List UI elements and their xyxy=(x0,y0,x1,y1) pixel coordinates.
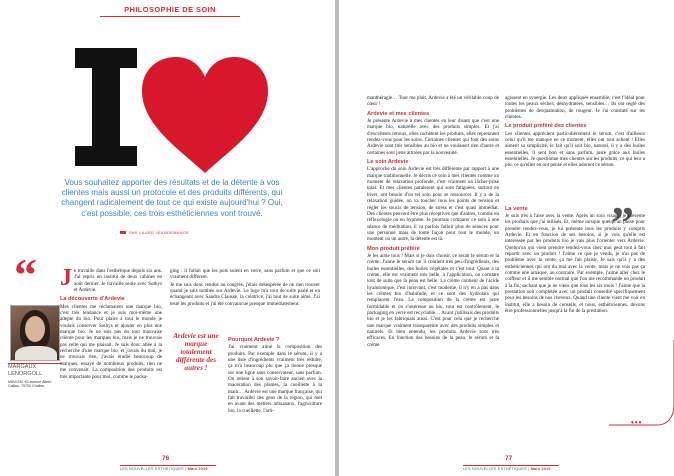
r-col1-paragraph-1: Je présente Ardevie à mes clientes en leur disant que c'est une marque bio, naturelle avec des produits simples. Et j'ai d'excellents retours, elles rachètent les produits, elles reprennent rendez-vous pour les soins. Certaines clientes qui font des soins Ardevie sont très sensibles au bio et ne voulaient rien d'autre et certaines sont juste attirées par la nouveauté. xyxy=(367,118,499,156)
col1-paragraph-1: e travaille dans l'esthétique depuis six ans. J'ai repris un institut de deux cabines en août dernier. Je travaille seule avec Sothys et Ardevie. xyxy=(74,268,162,294)
right-column-2-top xyxy=(505,95,645,201)
right-column-2-bottom xyxy=(505,213,645,418)
col1-heading-1: La découverte d'Ardevie xyxy=(60,296,125,303)
letter-i-graphic xyxy=(75,48,137,166)
interviewee-name: MARGAUX LENORGOLL xyxy=(8,363,62,377)
col1-paragraph-2: Mes clientes me réclamaient une marque bio, c'est très tendance et je suis moi-même une adepte du bio. Pour plaire à tout le monde je voulais conserver Sothys et ajouter en plus une marque bio. Je ne suis pas du tout mauvaise cliente pour les marques bio, mais je ne trouvais pas celle qui me plaisait. Je suis donc allée à la recherche d'une marque bio, et j'avais du mal, je ne trouvais rien, j'avais étudié beaucoup de marques, essayé de nombreux produits, rien ne me convenait. La composition des produits est très importante pour moi, comme le packa- xyxy=(60,303,162,380)
byline: PAR LAURE JEANDEMANGE xyxy=(120,230,189,235)
interviewee-address: MAVLEN, 63 avenue Albert Caillou, 75700 Challes. xyxy=(8,380,52,389)
footer-date: Mars 2019 xyxy=(530,467,551,471)
portrait-photo xyxy=(10,305,60,361)
right-page xyxy=(339,0,674,476)
left-column-2-top xyxy=(170,268,320,332)
footer-right: LES NOUVELLES ESTHÉTIQUES | Mars 2019 xyxy=(463,467,551,471)
r-col2-paragraph-2: Je suis très à l'aise avec la vente. Après un soin visage, je présente les produits que j'ai utilisés. Et, même lorsque quelqu'un passe pour prendre rendez-vous, je lui présente tous les produits y compris Ardevie. Et en fonction de ses besoins, si je vois qu'elle est intéressée par les produits bio je vais plus l'orienter vers Ardevie. Quelqu'un qui vient prendre rendez-vous chez moi peut tout à fait repartir avec un produit ! J'aime ce que je vends, je n'ai pas de problème avec la vente, ça me fait plaisir. Je sais qu'il y a des esthéticiennes qui ont du mal avec la vente, mais je ne vois pas ça comme une arnaque, au contraire. Par exemple, j'aime aller chez le coiffeur et il me semble normal que l'on me recommande un produit à la fin, sachant que je ne viens que tous les six mois ! J'aime que la prestation soit complétée avec un produit conseillé spécifiquement pour les besoins de nos cheveux. Quand une cliente vient me voir en institut, elle a besoin de conseils, et nous, esthéticiennes, devons être professionnelles jusqu'à la fin de la prestation. xyxy=(505,213,645,315)
open-quote-icon: “ xyxy=(14,249,37,300)
footer-left: LES NOUVELLES ESTHÉTIQUES | Mars 2019 xyxy=(120,467,208,471)
r-col2-heading-1: Le produit préféré des clientes xyxy=(505,123,587,130)
r-col1-heading-1: Ardevie et mes clientes xyxy=(367,110,430,117)
r-col1-heading-2: Le soin Ardevie xyxy=(367,159,409,166)
page-number-left: 76 xyxy=(162,455,170,462)
col2-paragraph-2: Je me suis donc rendue au congrès, j'étais désespérée de ne rien trouver quand je suis tombée sur Ardevie. Le logo m'a tout de suite parlé et en échangeant avec Sandra Clausse, la créatrice, j'ai tout de suite aimé. J'ai testé les produits et j'ai été convaincue presque immédiatement. xyxy=(170,281,320,307)
r-col1-paragraph-3: Je les aime tous ! Mais si je dois choisir, ce serait le sérum et la crème. J'aime le sérum car il contient très peu d'ingrédients, des huiles essentielles, des huiles végétales et c'est tout. Quant à la crème, elle est vraiment très belle, à l'application, on constate tout de suite que la peau est belle. La crème contient de l'acide hyaluronique, c'est innovant, c'est moderne, il n'y en a pas dans les crèmes bio d'habitude, et ce sont des hydrolats qui remplacent l'eau. La composition de la crème est juste formidable et on s'intéresse au bio, tout est contrôlement, le packaging en verre est recyclable… Avant j'utilisais des produits bio et je les fabriquais aussi. C'est pour cela que je recherche une marque vraiment transparente avec des produits simples et naturels. Et bien entendu, les produits Ardevie sont très efficaces. En fonction des besoins de la peau, le sérum et la crème xyxy=(367,252,499,348)
right-column-1 xyxy=(367,95,499,440)
intro-text: Vous souhaitez apporter des résultats et de la détente à vos clientes mais aussi un protocole et des produits différents, qui changent radicalement de tout ce qui existe aujourd'hui ? Oui, c'est possible, ces trois esthéticiennes vont trouvé. xyxy=(61,178,283,218)
section-rule xyxy=(100,16,240,17)
left-column-2-bottom xyxy=(228,334,322,446)
footer-date: Mars 2019 xyxy=(187,467,208,471)
footer-publication: LES NOUVELLES ESTHÉTIQUES xyxy=(463,467,527,471)
footer-rule-right xyxy=(463,465,559,466)
r-col1-paragraph-0: manthéragie… Tout me plait, Ardevie a été un véritable coup de cœur ! xyxy=(367,95,499,108)
drop-cap: J xyxy=(60,265,72,291)
col2-heading-1: Pourquoi Ardevie ? xyxy=(228,337,280,343)
r-col2-heading-2: La vente xyxy=(505,206,528,212)
end-marker: ••• xyxy=(631,418,643,427)
r-col2-paragraph-1: Les clientes apprécient particulièrement le sérum, c'est d'ailleurs celui qu'il me manque en ce moment, elles ont tout acheté ! Elles aiment sa simplicité, le fait qu'il soit bio, naturel, il y a des huiles essentielles, il sent bon et sans parfum, juste grâce aux huiles essentielles. Je questionne mes clientes sur les produits, ce qui leur a plu, ce qu'elles en ont pensé et elles adorent ce sérum. xyxy=(505,130,645,169)
col2-paragraph-1: ging : il fallait que les pots soient en verre, sans parfum et que ce soit vraiment différent. xyxy=(170,268,320,281)
close-quote-icon: ” xyxy=(611,197,634,248)
r-col2-paragraph-0: agissent en synergie. Les deux appliqués ensemble, c'est l'idéal pour toutes les peaux sèches, déshydratées, sensibles… Ils ont réglé des problèmes de desquamation, de rougeur. Je l'ai constaté sur les clientes. xyxy=(505,95,645,121)
page-number-right: 77 xyxy=(505,455,513,462)
left-page xyxy=(0,0,335,476)
footer-publication: LES NOUVELLES ESTHÉTIQUES xyxy=(120,467,184,471)
footer-rule-left xyxy=(120,465,216,466)
pull-quote: Ardevie est une marque totalement différente des autres ! xyxy=(173,332,219,372)
r-col1-paragraph-2: L'approche du soin Ardevie est très différente par rapport à une marque traditionnelle. Je décris ce soin à mes clientes comme un moment de relaxation profonde, c'est vraiment un lâcher-prise total. Et mes clientes paraissent qui sont fatiguées, surtout en hiver, ont besoin d'un tel soin pour se ressourcer. Il y a de la relaxation guidée, on va toucher tous les points de tension et régler les soucis de tension, de stress et c'est quasi immédiat. Des clientes peuvent être plus réceptives que d'autres, comme en réflexologie ou en hypnose. Je pourrais comparer ce soin à une séance de méditation, il va parfois falloir plus de séances pour une personne mais de toute façon pour tout le monde, un moment ou un autre, la détente est là. xyxy=(367,166,499,243)
heart-icon xyxy=(140,55,270,175)
left-column-1 xyxy=(60,265,162,381)
r-col1-heading-3: Mon produit préféré xyxy=(367,245,420,252)
col2-paragraph-3: J'ai vraiment aimé la composition des produits. Par exemple dans le sérum, il y a une liste d'ingrédients vraiment très réduite, ça m'a beaucoup plu que ça tienne presque sur une ligne sans conservateur, sans parfum. On retient à son savoir-faire ancien avec la macération des plantes, la cueillette à la main… Ardevie est une marque française, qui fait travailler des gens de la région, qui met en avant des métiers artisanaux, l'agriculture bio, la cueillette, l'arti- xyxy=(228,344,322,414)
section-title: PHILOSOPHIE DE SOIN xyxy=(124,5,216,14)
